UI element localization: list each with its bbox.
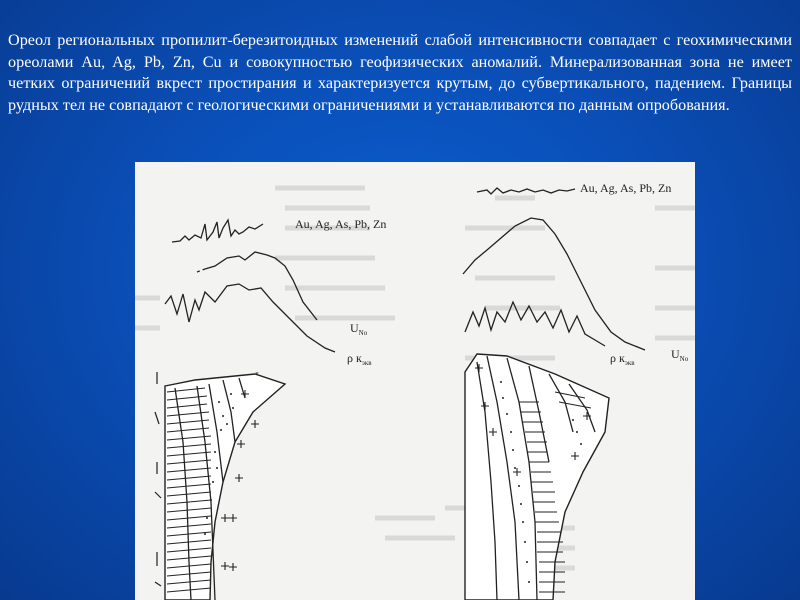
right-geochem-profile: [477, 188, 575, 194]
slide-paragraph: Ореол региональных пропилит-березитоидных изменений слабой интенсивности совпадает с геохимическими ореолами Au, Ag, Pb, Zn, Cu и совокупностью геофизических аномалий. Минерализованная зона не имеет четких ограничений вкрест простирания и характеризуется крутым, до субвертикального, падением. Границы рудных тел не совпадают с геологическими ограничениями и устанавливаются по данным опробования.: [8, 31, 792, 114]
geological-section-figure: [135, 162, 695, 600]
left-geochem-profile: [172, 220, 263, 242]
right-geochem-label: Au, Ag, As, Pb, Zn: [580, 181, 672, 195]
right-resistivity-label: ρ $к_{экв}$: [610, 351, 635, 367]
right-magnetic-curve: [463, 218, 645, 350]
bottom-crosses: [221, 514, 237, 571]
left-magnetic-label: $U_{No}$: [350, 321, 368, 337]
left-fault-ticks: [155, 372, 161, 586]
left-geochem-label: Au, Ag, As, Pb, Zn: [295, 217, 387, 231]
right-geologic-section: [465, 354, 609, 600]
left-resistivity-label: ρ $к_{экв}$: [347, 351, 372, 367]
section-drawing: [135, 162, 695, 600]
right-magnetic-label: $U_{No}$: [671, 347, 689, 363]
